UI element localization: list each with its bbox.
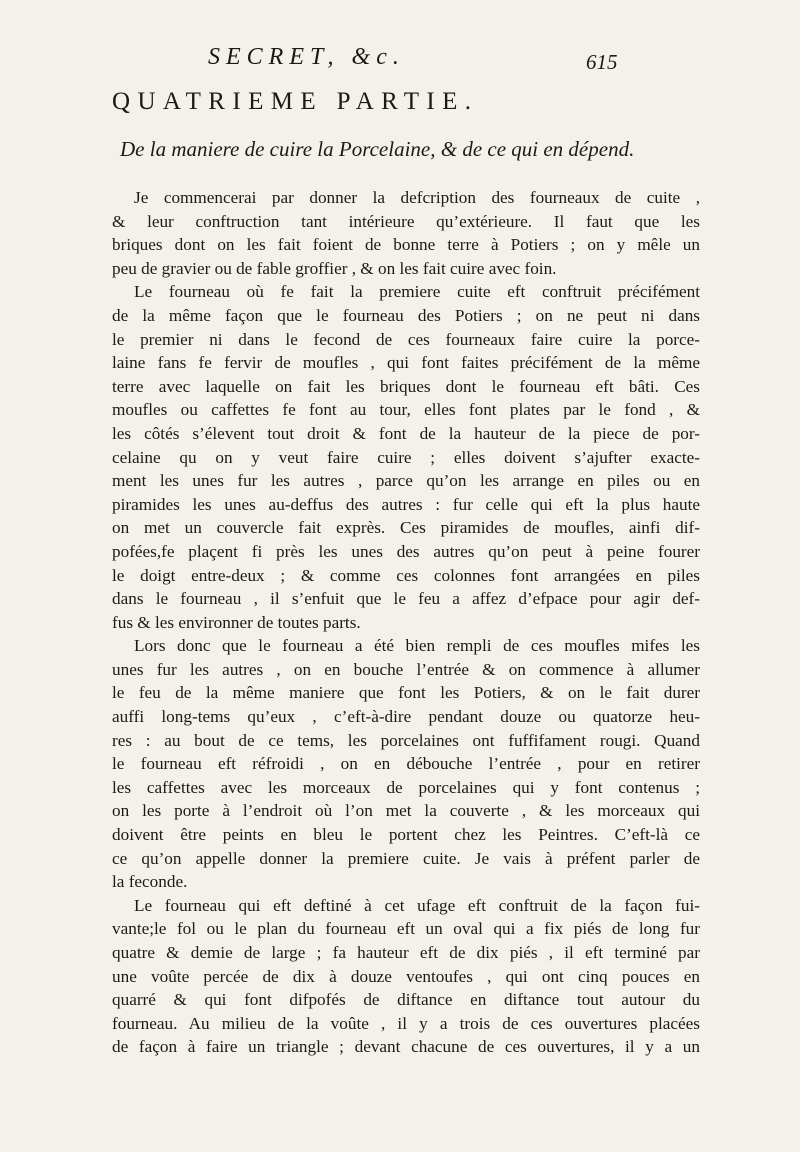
text-line: terre avec laquelle on fait les briques dont le fourneau eft bâti. Ces	[112, 376, 700, 396]
text-line: Le fourneau qui eft deftiné à cet ufage eft conftruit de la façon fui-	[134, 895, 700, 915]
text-line: auffi long-tems qu’eux , c’eft-à-dire pendant douze ou quatorze heu-	[112, 707, 700, 727]
text-line: Le fourneau où fe fait la premiere cuite eft conftruit précifément	[134, 282, 700, 302]
running-title: SECRET, &c.	[208, 44, 405, 70]
text-line: les caffettes avec les morceaux de porcelaines qui y font contenus ;	[112, 777, 700, 797]
text-line: on met un couvercle fait exprès. Ces piramides de moufles, ainfi dif-	[112, 518, 700, 538]
text-line: le fourneau eft réfroidi , on en débouche l’entrée , pour en retirer	[112, 754, 700, 774]
text-line: quatre & demie de large ; fa hauteur eft de dix piés , il eft terminé par	[112, 943, 700, 962]
text-line: ce qu’on appelle donner la premiere cuite. Je vais à préfent parler de	[112, 848, 700, 868]
text-line: celaine qu on y veut faire cuire ; elles doivent s’ajufter exacte-	[112, 447, 700, 467]
text-line: briques dont on les fait foient de bonne terre à Potiers ; on y mêle un	[112, 235, 700, 255]
text-line: les côtés s’élevent tout droit & font de la hauteur de la piece de por-	[112, 423, 700, 443]
section-heading: De la maniere de cuire la Porcelaine, & de ce qui en dépend.	[120, 137, 635, 161]
text-line: la feconde.	[112, 872, 188, 892]
text-line: pofées,fe plaçent fi près les unes des autres qu’on peut à peine fourer	[112, 541, 700, 561]
text-line: & leur conftruction tant intérieure qu’extérieure. Il faut que les	[112, 211, 700, 231]
text-line: le premier ni dans le fecond de ces fourneaux faire cuire la porce-	[112, 329, 700, 349]
text-line: quarré & qui font difpofés de diftance en diftance tout autour du	[112, 990, 700, 1010]
body-text	[112, 186, 700, 1059]
part-title: QUATRIEME PARTIE.	[112, 88, 479, 115]
text-line: ment les unes fur les autres , parce qu’on les arrange en piles ou en	[112, 471, 700, 491]
text-line: Je commencerai par donner la defcription des fourneaux de cuite ,	[134, 188, 700, 207]
text-line: on les porte à l’endroit où l’on met la couverte , & les morceaux qui	[112, 801, 700, 821]
text-line: de façon à faire un triangle ; devant chacune de ces ouvertures, il y a un	[112, 1037, 700, 1057]
text-line: res : au bout de ce tems, les porcelaines ont fuffifament rougi. Quand	[112, 730, 700, 750]
text-line: laine fans fe fervir de moufles , qui font faites précifément de la même	[112, 353, 700, 373]
text-line: de la même façon que le fourneau des Potiers ; on ne peut ni dans	[112, 305, 700, 325]
text-line: piramides les unes au-deffus des autres : fur celle qui eft la plus haute	[112, 494, 700, 514]
text-line: Lors donc que le fourneau a été bien rempli de ces moufles mifes les	[134, 636, 700, 656]
page-number: 615	[586, 50, 618, 74]
text-line: moufles ou caffettes fe font au tour, elles font plates par le fond , &	[112, 400, 700, 420]
text-line: le feu de la même maniere que font les Potiers, & on le fait durer	[112, 683, 700, 703]
text-line: le doigt entre-deux ; & comme ces colonnes font arrangées en piles	[112, 565, 700, 585]
text-line: dans le fourneau , il s’enfuit que le feu a affez d’efpace pour agir def-	[112, 589, 700, 609]
text-line: vante;le fol ou le plan du fourneau eft un oval qui a fix piés de long fur	[112, 919, 700, 939]
text-line: fus & les environner de toutes parts.	[112, 612, 361, 632]
text-line: unes fur les autres , on en bouche l’entrée & on commence à allumer	[112, 659, 700, 679]
text-line: doivent être peints en bleu le portent chez les Peintres. C’eft-là ce	[112, 825, 700, 845]
text-line: fourneau. Au milieu de la voûte , il y a trois de ces ouvertures placées	[112, 1013, 700, 1033]
running-head	[0, 44, 800, 80]
text-line: peu de gravier ou de fable groffier , & on les fait cuire avec foin.	[112, 258, 557, 278]
text-line: une voûte percée de dix à douze ventoufes , qui ont cinq pouces en	[112, 966, 700, 986]
